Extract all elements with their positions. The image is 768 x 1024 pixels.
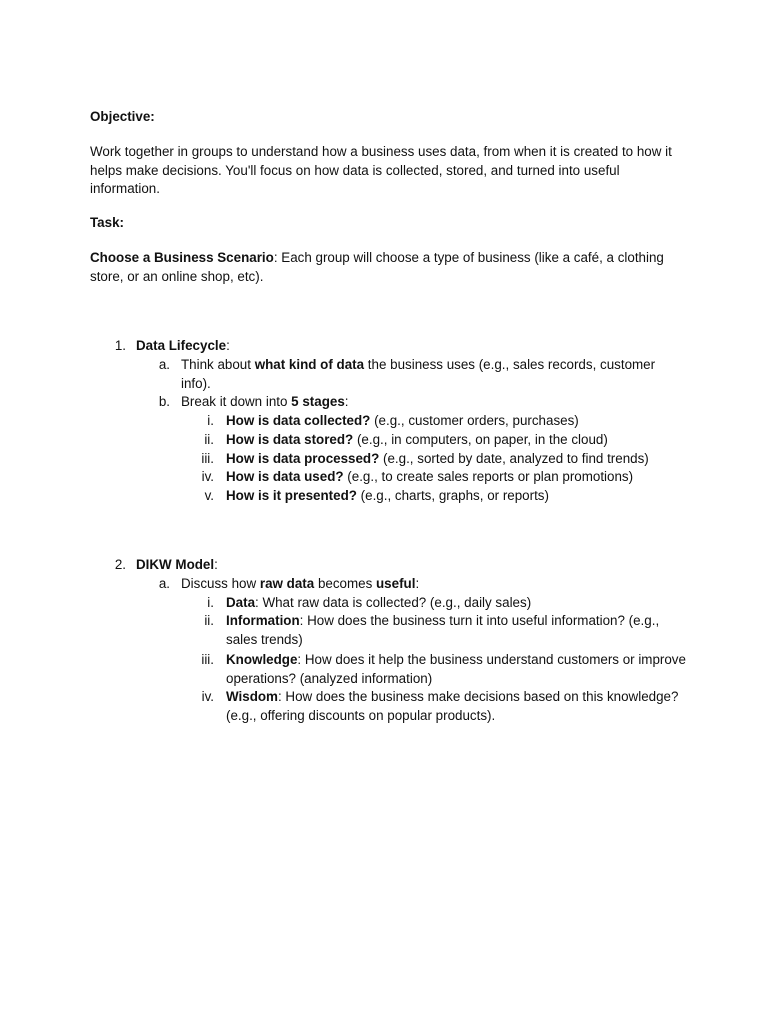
objective-heading: Objective: xyxy=(90,109,155,124)
list-item: Information: How does the business turn it into useful information? (e.g., sales trends) xyxy=(226,613,660,647)
scenario-label: Choose a Business Scenario xyxy=(90,250,274,265)
list-item: Think about what kind of data the business uses (e.g., sales records, customer info). xyxy=(181,357,656,391)
section-title: DIKW Model: xyxy=(136,557,218,572)
scenario-text: : Each group will choose a type of business (like a café, a clothing store, or an online shop, etc). xyxy=(90,250,664,284)
list-marker: a. xyxy=(158,576,170,591)
objective-text: Work together in groups to understand how a business uses data, from when it is created to how it helps make decisions. You'll focus on how data is collected, stored, and turned into useful information. xyxy=(90,144,672,196)
list-marker: iv. xyxy=(201,689,214,704)
list-marker: iii. xyxy=(201,451,214,466)
list-marker: b. xyxy=(158,394,170,409)
list-marker: iv. xyxy=(201,469,214,484)
list-marker: ii. xyxy=(204,432,214,447)
list-item: Wisdom: How does the business make decisions based on this knowledge? (e.g., offering discounts on popular products). xyxy=(226,689,679,723)
list-item: Knowledge: How does it help the business understand customers or improve operations? (analyzed information) xyxy=(226,652,686,686)
list-marker: i. xyxy=(207,595,214,610)
list-marker: i. xyxy=(207,413,214,428)
list-item: How is data used? (e.g., to create sales reports or plan promotions) xyxy=(226,469,634,484)
list-item: How is data processed? (e.g., sorted by date, analyzed to find trends) xyxy=(226,451,649,466)
list-item: How is data collected? (e.g., customer orders, purchases) xyxy=(226,413,579,428)
list-item: Break it down into 5 stages: xyxy=(181,394,349,409)
business-scenario xyxy=(90,249,690,286)
list-item: Discuss how raw data becomes useful: xyxy=(181,576,420,591)
list-item: How is it presented? (e.g., charts, graphs, or reports) xyxy=(226,488,549,503)
list-item: Data: What raw data is collected? (e.g., daily sales) xyxy=(226,595,532,610)
list-marker: v. xyxy=(204,488,214,503)
list-marker: iii. xyxy=(201,652,214,667)
task-heading: Task: xyxy=(90,215,124,230)
section-number: 1. xyxy=(114,338,126,353)
section-title: Data Lifecycle: xyxy=(136,338,230,353)
list-item: How is data stored? (e.g., in computers, on paper, in the cloud) xyxy=(226,432,608,447)
list-marker: a. xyxy=(158,357,170,372)
section-number: 2. xyxy=(114,557,126,572)
list-marker: ii. xyxy=(204,613,214,628)
